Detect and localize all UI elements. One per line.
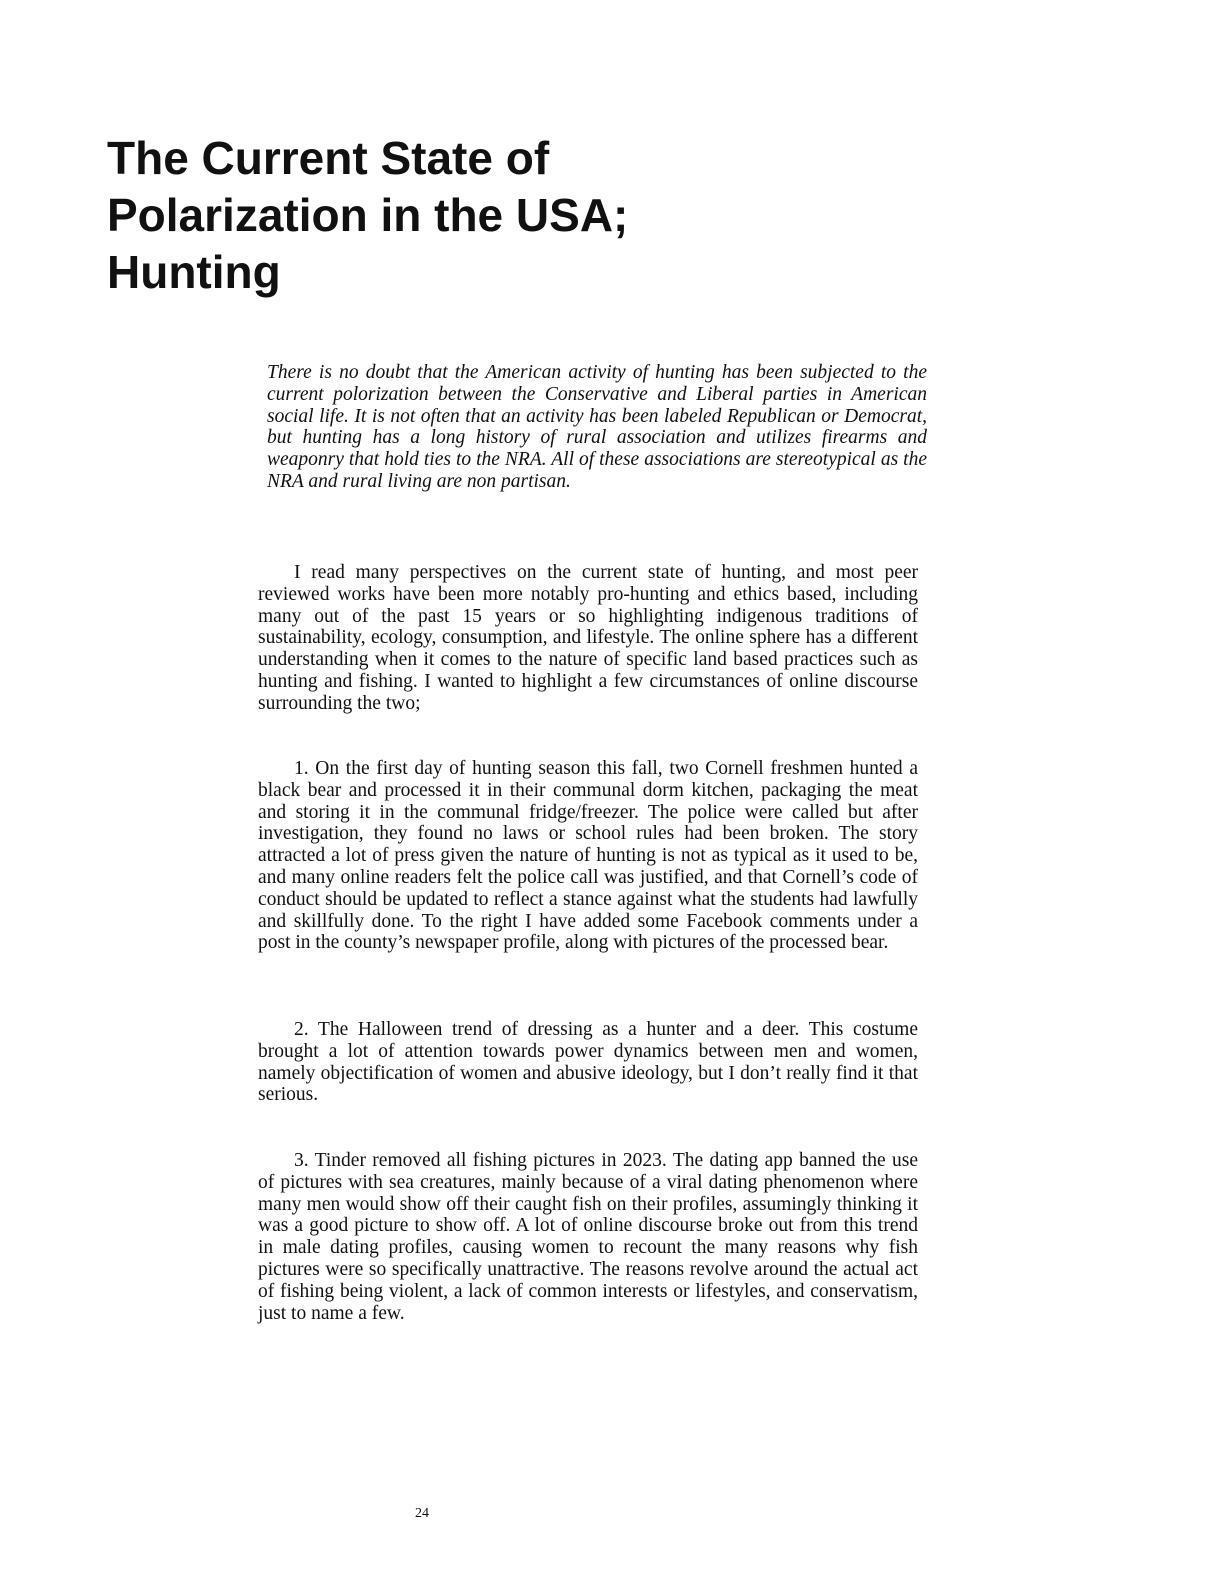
intro-paragraph: I read many perspectives on the current state of hunting, and most peer reviewed works have been more notably pro-hunting and ethics based, including many out of the past 15 years or so highlighting indigenous traditions of sustainability, ecology, consumption, and lifestyle. The online sphere has a different understanding when it comes to the nature of specific land based practices such as hunting and fishing. I wanted to highlight a few circumstances of online discourse surrounding the two;: [258, 562, 918, 714]
list-item-cornell-bear: 1. On the first day of hunting season this fall, two Cornell freshmen hunted a black bear and processed it in their communal dorm kitchen, packaging the meat and storing it in the communal fridge/freezer. The police were called but after investigation, they found no laws or school rules had been broken. The story attracted a lot of press given the nature of hunting is not as typical as it used to be, and many online readers felt the police call was justified, and that Cornell’s code of conduct should be updated to reflect a stance against what the students had lawfully and skillfully done. To the right I have added some Facebook comments under a post in the county’s newspaper profile, along with pictures of the processed bear.: [258, 758, 918, 954]
list-item-tinder-fishing: 3. Tinder removed all fishing pictures in 2023. The dating app banned the use of pictures with sea creatures, mainly because of a viral dating phenomenon where many men would show off their caught fish on their profiles, assumingly thinking it was a good picture to show off. A lot of online discourse broke out from this trend in male dating profiles, causing women to recount the many reasons why fish pictures were so specifically unattractive. The reasons revolve around the actual act of fishing being violent, a lack of common interests or lifestyles, and conservatism, just to name a few.: [258, 1150, 918, 1324]
abstract-paragraph: There is no doubt that the American activity of hunting has been subjected to the current polorization between the Conservative and Liberal parties in American social life. It is not often that an activity has been labeled Republican or Democrat, but hunting has a long history of rural association and utilizes firearms and weaponry that hold ties to the NRA. All of these associations are stereotypical as the NRA and rural living are non partisan.: [267, 362, 927, 492]
list-item-halloween-costume: 2. The Halloween trend of dressing as a hunter and a deer. This costume brought a lot of attention towards power dynamics between men and women, namely objectification of women and abusive ideology, but I don’t really find it that serious.: [258, 1019, 918, 1106]
page-title: [107, 130, 727, 301]
title-line: The Current State of: [107, 132, 550, 184]
title-line: Hunting: [107, 246, 281, 298]
page-number: 24: [415, 1506, 429, 1521]
title-line: Polarization in the USA;: [107, 189, 629, 241]
